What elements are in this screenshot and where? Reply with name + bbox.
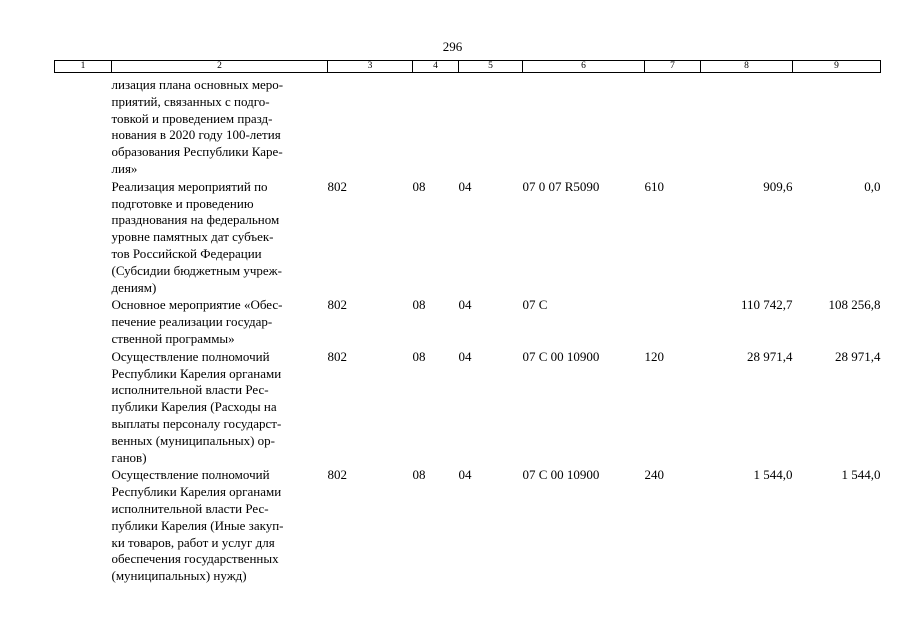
row-ministry-code: 802 (327, 348, 347, 364)
row-ministry-code: 802 (327, 297, 347, 313)
row-name: Осуществление полномочий Республики Карелия органами исполнительной власти Рес- публики Карелия (Расходы на выплаты персоналу государст- венных (муниципальных) ор- ганов) (111, 348, 282, 465)
row-amount-2: 1 544,0 (841, 467, 881, 483)
header-col-7: 7 (645, 61, 701, 73)
row-expense-type (645, 73, 701, 178)
row-amount-1: 110 742,7 (740, 297, 793, 313)
table-row (55, 296, 881, 347)
table-row (55, 178, 881, 297)
table-row (55, 73, 881, 178)
row-amount-2: 0,0 (864, 178, 881, 194)
row-col1 (55, 348, 112, 467)
row-target-code: 07 С 00 10900 (522, 467, 600, 483)
row-target-code: 07 0 07 R5090 (522, 178, 600, 194)
row-expense-type: 120 (644, 348, 664, 364)
row-amount-1: 909,6 (763, 178, 793, 194)
row-target-code (523, 73, 645, 178)
row-col1 (55, 466, 112, 585)
row-amount-2 (793, 73, 881, 178)
row-name-cell (112, 348, 328, 467)
row-section-code: 08 (412, 297, 426, 313)
row-subsection-code: 04 (458, 348, 472, 364)
row-subsection-code (459, 73, 523, 178)
row-name-cell (112, 73, 328, 178)
row-subsection-code: 04 (458, 297, 472, 313)
row-amount-2: 28 971,4 (835, 348, 881, 364)
row-amount-1: 28 971,4 (747, 348, 793, 364)
row-section-code: 08 (412, 178, 426, 194)
header-row (55, 61, 881, 73)
header-col-6: 6 (523, 61, 645, 73)
budget-table (54, 60, 881, 585)
row-name-cell (112, 178, 328, 297)
row-ministry-code (328, 73, 413, 178)
row-section-code: 08 (412, 467, 426, 483)
row-name-cell (112, 296, 328, 347)
row-col1 (55, 296, 112, 347)
row-subsection-code: 04 (458, 467, 472, 483)
row-expense-type: 610 (644, 178, 664, 194)
table-row (55, 466, 881, 585)
row-ministry-code: 802 (327, 467, 347, 483)
row-ministry-code: 802 (327, 178, 347, 194)
row-expense-type (645, 296, 701, 347)
row-col1 (55, 178, 112, 297)
row-expense-type: 240 (644, 467, 664, 483)
row-name: лизация плана основных меро- приятий, связанных с подго- товкой и проведением празд- нования в 2020 году 100-летия образования Республики Каре- лия» (111, 77, 284, 176)
header-col-9: 9 (793, 61, 881, 73)
row-amount-1 (701, 73, 793, 178)
row-section-code (413, 73, 459, 178)
header-col-8: 8 (701, 61, 793, 73)
row-name: Основное мероприятие «Обес- печение реализации государ- ственной программы» (111, 297, 283, 346)
header-col-2: 2 (112, 61, 328, 73)
row-target-code: 07 С 00 10900 (522, 348, 600, 364)
header-col-4: 4 (413, 61, 459, 73)
row-name: Реализация мероприятий по подготовке и проведению празднования на федеральном уровне памятных дат субъек- тов Российской Федерации (Субсидии бюджетным учреж- дениям) (111, 178, 282, 295)
table-row (55, 348, 881, 467)
row-name: Осуществление полномочий Республики Карелия органами исполнительной власти Рес- публики Карелия (Иные закуп- ки товаров, работ и услуг для обеспечения государственных (муниципальных) нужд) (111, 467, 284, 584)
row-subsection-code: 04 (458, 178, 472, 194)
row-col1 (55, 73, 112, 178)
row-amount-2: 108 256,8 (828, 297, 881, 313)
header-col-5: 5 (459, 61, 523, 73)
row-name-cell (112, 466, 328, 585)
row-section-code: 08 (412, 348, 426, 364)
page-number: 296 (442, 39, 463, 54)
row-amount-1: 1 544,0 (753, 467, 793, 483)
row-target-code: 07 С (522, 297, 548, 313)
header-col-3: 3 (328, 61, 413, 73)
header-col-1: 1 (55, 61, 112, 73)
